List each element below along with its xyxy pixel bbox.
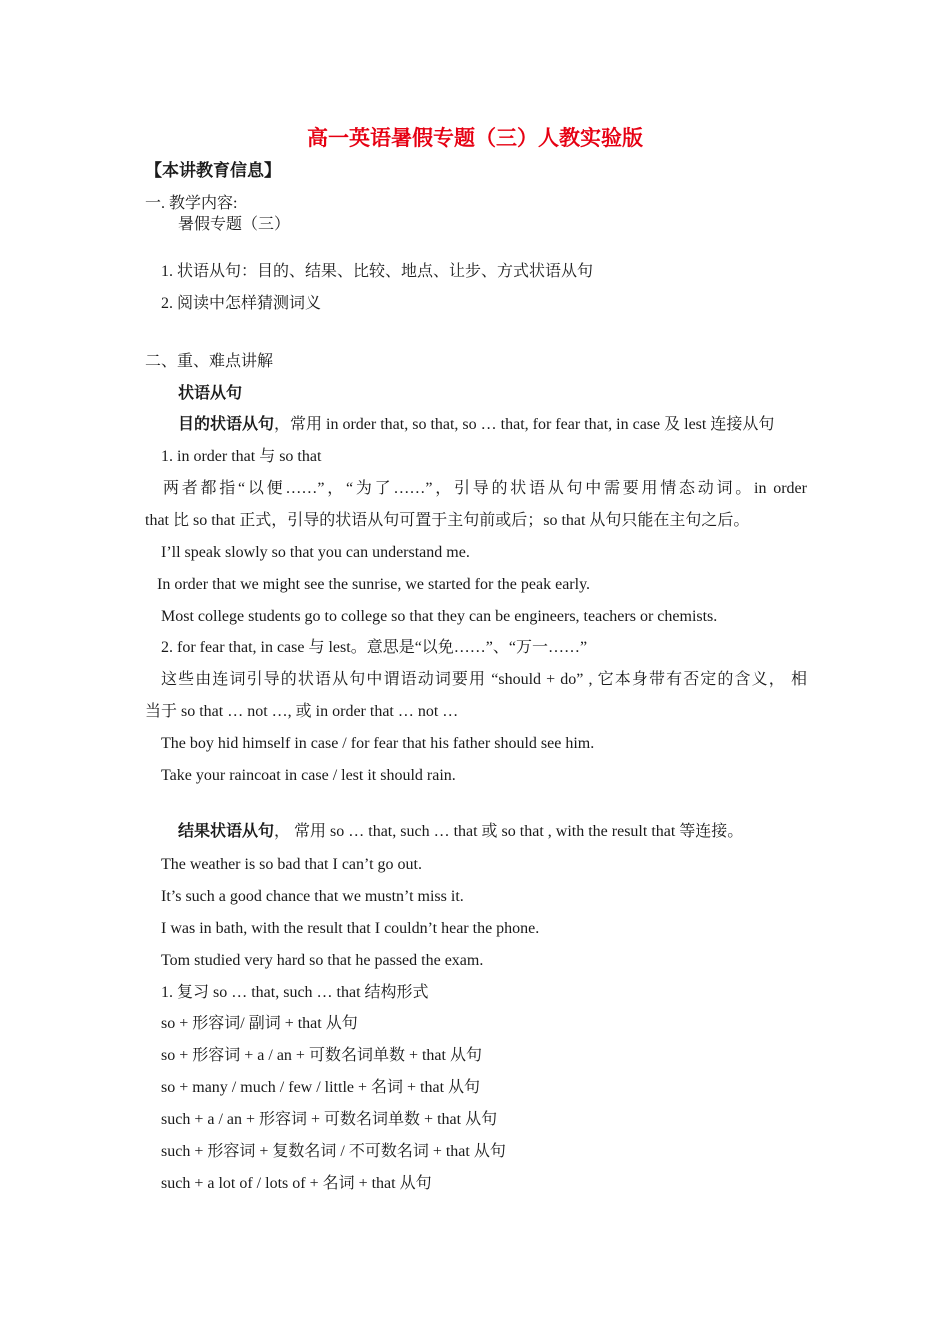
point1-line2: that 比 so that 正式，引导的状语从句可置于主句前或后；so that 从句只能在主句之后。 bbox=[145, 512, 750, 529]
example-sentence: It’s such a good chance that we mustn’t miss it. bbox=[161, 888, 464, 905]
point2-title: 2. for fear that, in case 与 lest。意思是“以免……”、“万一……” bbox=[161, 639, 588, 656]
document-title: 高一英语暑假专题（三）人教实验版 bbox=[307, 126, 643, 150]
topic-heading: 状语从句 bbox=[178, 385, 243, 402]
result-intro-text: ， 常用 so … that, such … that 或 so that , with the result that 等连接。 bbox=[274, 823, 744, 840]
purpose-intro-text: ，常用 in order that, so that, so … that, for fear that, in case 及 lest 连接从句 bbox=[274, 416, 775, 433]
purpose-intro bbox=[178, 415, 774, 435]
example-sentence: The weather is so bad that I can’t go out. bbox=[161, 856, 422, 873]
point1-title: 1. in order that 与 so that bbox=[161, 448, 322, 465]
review-title: 1. 复习 so … that, such … that 结构形式 bbox=[161, 984, 429, 1001]
example-sentence: I was in bath, with the result that I couldn’t hear the phone. bbox=[161, 920, 540, 937]
result-intro bbox=[178, 822, 743, 842]
pattern-line: such + a / an + 形容词 + 可数名词单数 + that 从句 bbox=[161, 1111, 498, 1128]
part2-heading: 二、重、难点讲解 bbox=[145, 353, 274, 370]
example-sentence: Take your raincoat in case / lest it should rain. bbox=[161, 767, 456, 784]
example-sentence: Tom studied very hard so that he passed the exam. bbox=[161, 952, 484, 969]
part1-item: 1. 状语从句：目的、结果、比较、地点、让步、方式状语从句 bbox=[161, 263, 594, 280]
example-sentence: I’ll speak slowly so that you can understand me. bbox=[161, 544, 470, 561]
section-header: 【本讲教育信息】 bbox=[145, 161, 281, 180]
point2-line2: 当于 so that … not …, 或 in order that … not … bbox=[145, 703, 459, 720]
pattern-line: so + many / much / few / little + 名词 + that 从句 bbox=[161, 1079, 481, 1096]
part1-heading: 一. 教学内容: bbox=[145, 195, 238, 212]
purpose-label: 目的状语从句 bbox=[178, 416, 275, 433]
point2-line1: 这些由连词引导的状语从句中谓语动词要用 “should + do” , 它本身带有否定的含义， 相 bbox=[161, 671, 807, 688]
example-sentence: Most college students go to college so that they can be engineers, teachers or chemists. bbox=[161, 608, 718, 625]
result-label: 结果状语从句 bbox=[178, 823, 275, 840]
example-sentence: The boy hid himself in case / for fear that his father should see him. bbox=[161, 735, 595, 752]
point1-line1: 两者都指“以便……”，“为了……”，引导的状语从句中需要用情态动词。in order bbox=[163, 480, 807, 497]
pattern-line: such + 形容词 + 复数名词 / 不可数名词 + that 从句 bbox=[161, 1143, 506, 1160]
pattern-line: so + 形容词/ 副词 + that 从句 bbox=[161, 1015, 358, 1032]
pattern-line: such + a lot of / lots of + 名词 + that 从句 bbox=[161, 1175, 432, 1192]
part1-subheading: 暑假专题（三） bbox=[178, 216, 291, 233]
pattern-line: so + 形容词 + a / an + 可数名词单数 + that 从句 bbox=[161, 1047, 482, 1064]
part1-item: 2. 阅读中怎样猜测词义 bbox=[161, 295, 322, 312]
example-sentence: In order that we might see the sunrise, we started for the peak early. bbox=[157, 576, 591, 593]
